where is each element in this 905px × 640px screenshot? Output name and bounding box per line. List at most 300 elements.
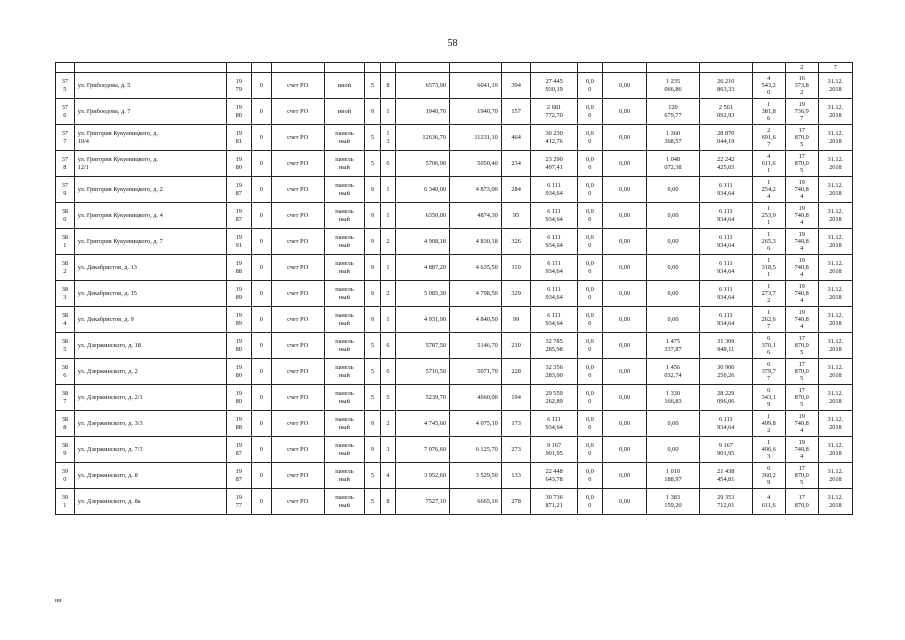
table-cell: 0 [251, 489, 271, 515]
table-cell: 19 88 [226, 255, 251, 281]
header-cell [699, 63, 752, 73]
table-cell: 0 [251, 359, 271, 385]
table-cell: 0 [251, 411, 271, 437]
table-cell: 0,00 [603, 255, 647, 281]
table-cell: 1 360 368,57 [647, 125, 700, 151]
table-cell: счет РО [271, 255, 324, 281]
table-cell: 0 [251, 463, 271, 489]
table-cell: 31.12. 2018 [818, 333, 852, 359]
header-cell [396, 63, 450, 73]
table-cell: панель ный [324, 385, 365, 411]
table-cell: 7 076,60 [396, 437, 450, 463]
table-cell: ул. Грибоедова, д. 5 [74, 73, 226, 99]
table-cell: 173 [501, 411, 531, 437]
table-row [56, 463, 853, 489]
table-cell: ул. Дзержинского, д. 7/3 [74, 437, 226, 463]
table-cell: панель ный [324, 359, 365, 385]
table-cell: 4 [380, 463, 395, 489]
table-row [56, 151, 853, 177]
table-cell: 2 681 772,70 [531, 99, 577, 125]
table-cell: 1 [380, 177, 395, 203]
table-cell: 5 [365, 125, 380, 151]
table-cell: 210 [501, 333, 531, 359]
table-cell: 6 111 934,64 [531, 411, 577, 437]
table-cell: 1 254,2 4 [752, 177, 785, 203]
table-cell: 0 [251, 73, 271, 99]
table-cell: 4 611,6 [752, 489, 785, 515]
table-cell: 30 230 412,76 [531, 125, 577, 151]
table-cell: 1 456 032,74 [647, 359, 700, 385]
table-cell: 234 [501, 151, 531, 177]
table-cell: ул. Григория Кукуевицкого, д. 2 [74, 177, 226, 203]
table-cell: 4 887,20 [396, 255, 450, 281]
table-cell: 0,00 [647, 411, 700, 437]
table-row [56, 307, 853, 333]
table-cell: 38 6 [56, 359, 75, 385]
table-cell: 4 840,50 [450, 307, 502, 333]
table-cell: 31.12. 2018 [818, 125, 852, 151]
table-cell: 0 [251, 229, 271, 255]
table-cell: 9 [365, 411, 380, 437]
table-cell: 19 88 [226, 411, 251, 437]
table-cell: 4 543,2 0 [752, 73, 785, 99]
table-cell: ул. Григория Кукуевицкого, д. 10/4 [74, 125, 226, 151]
table-cell: 5 [380, 385, 395, 411]
table-cell: 0,00 [603, 281, 647, 307]
table-cell: 0,00 [603, 151, 647, 177]
table-cell: 0,0 0 [577, 385, 602, 411]
table-cell: 19 87 [226, 463, 251, 489]
table-cell: ул. Декабристов, д. 15 [74, 281, 226, 307]
table-cell: 6665,10 [450, 489, 502, 515]
table-cell: 6041,10 [450, 73, 502, 99]
table-cell: 0 [251, 125, 271, 151]
table-cell: 17 870,0 5 [785, 125, 818, 151]
table-cell: 110 [501, 255, 531, 281]
header-cell [752, 63, 785, 73]
table-cell: 2 [380, 229, 395, 255]
table-cell: 38 4 [56, 307, 75, 333]
table-cell: панель ный [324, 177, 365, 203]
header-cell [251, 63, 271, 73]
table-cell: 0,00 [647, 307, 700, 333]
table-cell: 5716,50 [396, 359, 450, 385]
table-cell: 22 242 425,03 [699, 151, 752, 177]
table-cell: 17 870,0 5 [785, 151, 818, 177]
table-cell: 39 1 [56, 489, 75, 515]
table-cell: 19 89 [226, 307, 251, 333]
table-cell: счет РО [271, 73, 324, 99]
table-cell: 19 81 [226, 125, 251, 151]
header-cell: 2 [785, 63, 818, 73]
table-cell: 29 559 262,89 [531, 385, 577, 411]
table-row [56, 437, 853, 463]
table-cell: 6350,00 [396, 203, 450, 229]
housing-register-table [55, 62, 853, 515]
table-cell: 5239,70 [396, 385, 450, 411]
table-cell: 1 381,8 6 [752, 99, 785, 125]
table-cell: 19 740,8 4 [785, 255, 818, 281]
table-cell: 0,00 [603, 489, 647, 515]
table-cell: 19 740,8 4 [785, 437, 818, 463]
table-cell: 3 529,50 [450, 463, 502, 489]
table-cell: панель ный [324, 151, 365, 177]
table-cell: 23 290 497,41 [531, 151, 577, 177]
table-cell: ул. Декабристов, д. 13 [74, 255, 226, 281]
table-cell: 38 2 [56, 255, 75, 281]
table-cell: 6 111 934,64 [531, 255, 577, 281]
table-cell: 0,0 0 [577, 463, 602, 489]
table-cell: счет РО [271, 385, 324, 411]
table-cell: 4660,00 [450, 385, 502, 411]
table-cell: 0 [251, 151, 271, 177]
table-cell: счет РО [271, 177, 324, 203]
table-cell: 9 167 901,95 [699, 437, 752, 463]
table-cell: 9 167 901,95 [531, 437, 577, 463]
table-row [56, 203, 853, 229]
table-cell: 19 87 [226, 177, 251, 203]
table-cell: 6 [380, 333, 395, 359]
table-cell: 1 383 159,20 [647, 489, 700, 515]
table-cell: 6 379,7 7 [752, 359, 785, 385]
table-cell: 0,00 [603, 177, 647, 203]
table-cell: 326 [501, 229, 531, 255]
table-cell: 1 262,6 7 [752, 307, 785, 333]
table-cell: 38 8 [56, 411, 75, 437]
table-cell: 0,0 0 [577, 99, 602, 125]
table-cell: 157 [501, 99, 531, 125]
table-cell: 6 111 934,64 [531, 307, 577, 333]
table-cell: ул. Дзержинского, д. 8 [74, 463, 226, 489]
table-cell: панель ный [324, 411, 365, 437]
table-cell: 37 5 [56, 73, 75, 99]
table-cell: 19 80 [226, 151, 251, 177]
table-row [56, 177, 853, 203]
table-cell: 9 [365, 255, 380, 281]
table-row [56, 489, 853, 515]
table-cell: 0,0 0 [577, 177, 602, 203]
table-cell: панель ный [324, 463, 365, 489]
table-cell: 6 111 934,64 [699, 177, 752, 203]
table-cell: 6 [380, 359, 395, 385]
table-cell: 0,0 0 [577, 359, 602, 385]
table-cell: 21 438 454,81 [699, 463, 752, 489]
table-cell: 11231,10 [450, 125, 502, 151]
header-fragment-row [56, 63, 853, 73]
table-cell: 9 [365, 281, 380, 307]
table-cell: 12636,70 [396, 125, 450, 151]
table-cell: 5 [365, 151, 380, 177]
table-row [56, 359, 853, 385]
table-cell: 1 253,9 1 [752, 203, 785, 229]
table-cell: 4 830,18 [450, 229, 502, 255]
header-cell [450, 63, 502, 73]
table-cell: панель ный [324, 437, 365, 463]
table-cell: 2 561 092,93 [699, 99, 752, 125]
table-cell: 22 448 643,78 [531, 463, 577, 489]
table-cell: 19 87 [226, 437, 251, 463]
table-cell: 2 [380, 281, 395, 307]
table-cell: 9 [365, 229, 380, 255]
table-cell: 19 740,8 4 [785, 177, 818, 203]
table-cell: счет РО [271, 307, 324, 333]
table-cell: 6 111 934,64 [531, 177, 577, 203]
table-cell: 464 [501, 125, 531, 151]
table-row [56, 281, 853, 307]
header-cell [647, 63, 700, 73]
table-cell: 0,00 [603, 73, 647, 99]
table-cell: 278 [501, 489, 531, 515]
table-cell: счет РО [271, 489, 324, 515]
table-cell: 273 [501, 437, 531, 463]
table-cell: 1 [380, 99, 395, 125]
table-cell: счет РО [271, 99, 324, 125]
table-cell: 19 740,8 4 [785, 307, 818, 333]
table-cell: 5706,90 [396, 151, 450, 177]
table-cell: 1 273,7 2 [752, 281, 785, 307]
table-cell: 6 111 934,64 [699, 255, 752, 281]
table-cell: 120 679,77 [647, 99, 700, 125]
table-cell: 4 798,50 [450, 281, 502, 307]
table-cell: иной [324, 99, 365, 125]
table-cell: 0,0 0 [577, 255, 602, 281]
table-cell: 19 77 [226, 489, 251, 515]
table-cell: 0,00 [603, 359, 647, 385]
table-cell: счет РО [271, 437, 324, 463]
table-cell: 16 373,8 2 [785, 73, 818, 99]
table-cell: 1940,70 [396, 99, 450, 125]
table-cell: 0,00 [603, 411, 647, 437]
table-cell: 0,00 [647, 281, 700, 307]
header-cell: 7 [818, 63, 852, 73]
table-row [56, 229, 853, 255]
table-cell: 4 873,00 [450, 177, 502, 203]
table-cell: 31.12. 2018 [818, 385, 852, 411]
table-cell: 38 3 [56, 281, 75, 307]
table-cell: 31.12. 2018 [818, 229, 852, 255]
table-cell: 0,00 [603, 203, 647, 229]
table-cell: 31.12. 2018 [818, 437, 852, 463]
table-cell: 0,0 0 [577, 125, 602, 151]
table-cell: 0,00 [603, 307, 647, 333]
table-cell: 4 745,60 [396, 411, 450, 437]
table-cell: 1 265,3 6 [752, 229, 785, 255]
page-number: 58 [447, 38, 458, 49]
table-cell: 5 [365, 385, 380, 411]
table-cell: 37 8 [56, 151, 75, 177]
table-cell: 4 635,50 [450, 255, 502, 281]
table-cell: 17 870,0 5 [785, 333, 818, 359]
table-cell: 6 360,2 9 [752, 463, 785, 489]
table-cell: ул. Дзержинского, д. 2/1 [74, 385, 226, 411]
table-cell: 19 79 [226, 73, 251, 99]
table-cell: 0,00 [603, 463, 647, 489]
table-cell: 133 [501, 463, 531, 489]
table-row [56, 99, 853, 125]
table-cell: 4 075,10 [450, 411, 502, 437]
table-cell: панель ный [324, 307, 365, 333]
table-cell: ул. Дзержинского, д. 3/3 [74, 411, 226, 437]
table-cell: счет РО [271, 333, 324, 359]
header-cell [380, 63, 395, 73]
table-cell: 9 [365, 177, 380, 203]
header-cell [74, 63, 226, 73]
table-cell: 31.12. 2018 [818, 151, 852, 177]
table-cell: 5071,70 [450, 359, 502, 385]
table-cell: 6 111 934,64 [699, 307, 752, 333]
table-cell: 0,00 [647, 203, 700, 229]
table-cell: 99 [501, 307, 531, 333]
table-cell: 30 900 250,26 [699, 359, 752, 385]
table-cell: 26 210 863,33 [699, 73, 752, 99]
table-cell: 194 [501, 385, 531, 411]
table-cell: 284 [501, 177, 531, 203]
table-cell: 19 736,9 7 [785, 99, 818, 125]
table-cell: 6 [380, 151, 395, 177]
table-cell: 38 7 [56, 385, 75, 411]
table-cell: 0,00 [603, 125, 647, 151]
table-cell: 0,0 0 [577, 489, 602, 515]
table-cell: 6 111 934,64 [531, 229, 577, 255]
table-cell: 0 [251, 385, 271, 411]
table-cell: 4874,30 [450, 203, 502, 229]
table-cell: 31.12. 2018 [818, 411, 852, 437]
table-cell: 1 010 188,97 [647, 463, 700, 489]
table-cell: 19 740,8 4 [785, 203, 818, 229]
table-cell: 0,0 0 [577, 411, 602, 437]
table-cell: 8 [380, 73, 395, 99]
table-cell: счет РО [271, 463, 324, 489]
table-cell: счет РО [271, 125, 324, 151]
table-cell: 0 [251, 99, 271, 125]
table-cell: панель ный [324, 125, 365, 151]
table-cell: 17 870,0 5 [785, 385, 818, 411]
table-cell: 5 [365, 73, 380, 99]
table-cell: 29 353 712,01 [699, 489, 752, 515]
table-cell: 4 931,90 [396, 307, 450, 333]
table-cell: 28 229 096,06 [699, 385, 752, 411]
table-cell: 6 340,00 [396, 177, 450, 203]
footer-mark: нн [55, 598, 62, 604]
table-cell: 19 80 [226, 333, 251, 359]
table-row [56, 73, 853, 99]
table-cell: 0 [251, 437, 271, 463]
table-cell: 6 125,70 [450, 437, 502, 463]
table-cell: 6 343,1 9 [752, 385, 785, 411]
table-cell: счет РО [271, 229, 324, 255]
table-cell: 0,0 0 [577, 151, 602, 177]
table-cell: ул. Григория Кукуевицкого, д. 12/1 [74, 151, 226, 177]
table-cell: 6 111 934,64 [699, 411, 752, 437]
table-cell: 31.12. 2018 [818, 463, 852, 489]
table-cell: 31.12. 2018 [818, 73, 852, 99]
table-cell: 1 235 066,86 [647, 73, 700, 99]
table-cell: 1 496,6 3 [752, 437, 785, 463]
table-cell: 9 [365, 307, 380, 333]
table-row [56, 411, 853, 437]
table-cell: 28 870 044,19 [699, 125, 752, 151]
table-cell: панель ный [324, 255, 365, 281]
table-cell: 6 111 934,64 [699, 281, 752, 307]
table-cell: 19 80 [226, 385, 251, 411]
table-cell: 0,0 0 [577, 203, 602, 229]
table-cell: 1 [380, 307, 395, 333]
header-cell [226, 63, 251, 73]
table-cell: 5 [365, 463, 380, 489]
table-cell: 0,00 [603, 99, 647, 125]
table-row [56, 255, 853, 281]
table-cell: 6 111 934,64 [699, 229, 752, 255]
table-cell: 31.12. 2018 [818, 359, 852, 385]
table-cell: 0,0 0 [577, 229, 602, 255]
table-cell: 1 330 166,83 [647, 385, 700, 411]
table-cell: 4 908,18 [396, 229, 450, 255]
table-cell: 95 [501, 203, 531, 229]
table-cell: 6 111 934,64 [699, 203, 752, 229]
header-cell [271, 63, 324, 73]
table-cell: 31.12. 2018 [818, 203, 852, 229]
table-cell: 19 89 [226, 281, 251, 307]
header-cell [324, 63, 365, 73]
table-cell: 9 [365, 99, 380, 125]
table-cell: 3 [380, 437, 395, 463]
table-cell: ул. Грибоедова, д. 7 [74, 99, 226, 125]
table-cell: 38 0 [56, 203, 75, 229]
table-cell: 1 475 337,87 [647, 333, 700, 359]
table-cell: иной [324, 73, 365, 99]
table-cell: 27 445 930,19 [531, 73, 577, 99]
table-cell: 37 7 [56, 125, 75, 151]
table-cell: 38 1 [56, 229, 75, 255]
table-cell: 9 [365, 203, 380, 229]
table-cell: 37 9 [56, 177, 75, 203]
table-cell: 0 [251, 203, 271, 229]
table-cell: 1940,70 [450, 99, 502, 125]
table-cell: 32 785 285,98 [531, 333, 577, 359]
table-cell: 0,00 [603, 437, 647, 463]
table-cell: 8 [380, 489, 395, 515]
table-cell: 19 740,8 4 [785, 411, 818, 437]
table-cell: ул. Дзержинского, д. 2 [74, 359, 226, 385]
table-cell: 1 048 072,38 [647, 151, 700, 177]
table-cell: 1 [380, 255, 395, 281]
table-cell: 329 [501, 281, 531, 307]
table-cell: 31.12. 2018 [818, 307, 852, 333]
table-cell: 0,0 0 [577, 333, 602, 359]
table-cell: 0,00 [647, 437, 700, 463]
table-cell: 19 91 [226, 229, 251, 255]
table-cell: 6 370,1 6 [752, 333, 785, 359]
table-cell: 17 870,0 [785, 489, 818, 515]
table-cell: счет РО [271, 151, 324, 177]
table-cell: 31.12. 2018 [818, 255, 852, 281]
table-cell: 1 499,8 2 [752, 411, 785, 437]
table-cell: 0,00 [647, 229, 700, 255]
table-cell: 0,00 [647, 177, 700, 203]
table-cell: 38 9 [56, 437, 75, 463]
table-cell: 0,0 0 [577, 307, 602, 333]
table-cell: 0 [251, 333, 271, 359]
table-cell: 1 318,5 1 [752, 255, 785, 281]
table-cell: 0,00 [603, 333, 647, 359]
table-cell: 32 356 283,00 [531, 359, 577, 385]
table-row [56, 125, 853, 151]
table-cell: 30 736 871,21 [531, 489, 577, 515]
table-cell: 5 [365, 359, 380, 385]
table-cell: 4 611,6 1 [752, 151, 785, 177]
table-cell: 31 309 948,11 [699, 333, 752, 359]
table-cell: 7527,10 [396, 489, 450, 515]
